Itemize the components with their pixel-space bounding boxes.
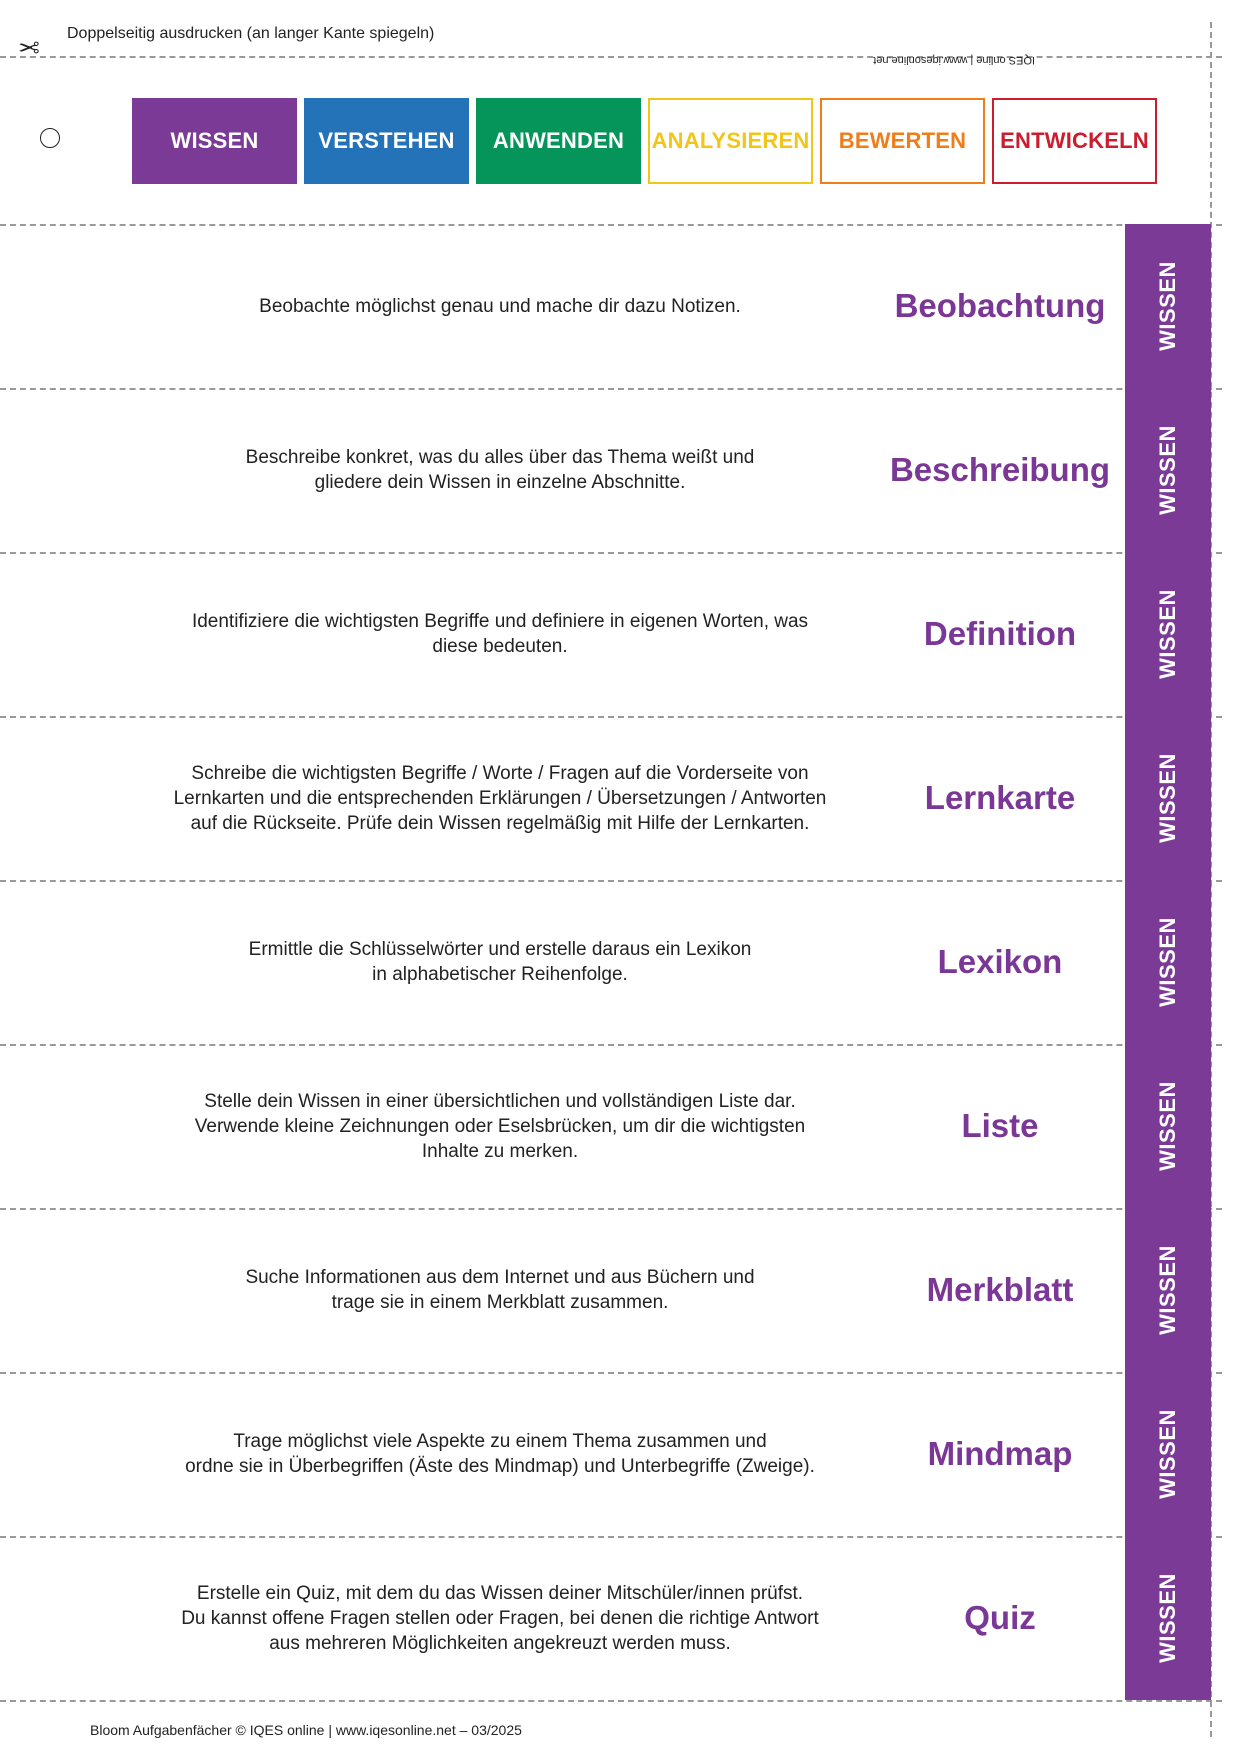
category-tab-verstehen: VERSTEHEN xyxy=(304,98,469,184)
card-row xyxy=(0,1044,1220,1208)
card-category-tab xyxy=(1125,552,1211,716)
card-category-label: WISSEN xyxy=(1155,753,1181,843)
card-category-label: WISSEN xyxy=(1155,261,1181,351)
card-title: Lernkarte xyxy=(924,779,1076,816)
card-title: Beobachtung xyxy=(894,287,1106,324)
card-title: Mindmap xyxy=(927,1435,1073,1472)
card-title: Quiz xyxy=(964,1599,1036,1636)
footer-text: Bloom Aufgabenfächer © IQES online | www.iqesonline.net – 03/2025 xyxy=(90,1722,522,1738)
cut-line-top xyxy=(0,56,1222,58)
card-description: Suche Informationen aus dem Internet und aus Büchern und trage sie in einem Merkblatt zusammen. xyxy=(245,1267,755,1313)
card-title: Beschreibung xyxy=(889,451,1111,488)
card-description: Beobachte möglichst genau und mache dir dazu Notizen. xyxy=(259,295,741,317)
card-category-tab xyxy=(1125,224,1211,388)
card-row xyxy=(0,224,1220,388)
card-category-label: WISSEN xyxy=(1155,589,1181,679)
card-description: Erstelle ein Quiz, mit dem du das Wissen deiner Mitschüler/innen prüfst. Du kannst offene Fragen stellen oder Fragen, bei denen die richtige Antwort aus mehreren Möglichkeiten angekreuzt werden muss. xyxy=(181,1582,819,1654)
category-tab-anwenden: ANWENDEN xyxy=(476,98,641,184)
card-title: Merkblatt xyxy=(926,1271,1074,1308)
scissors-icon: ✂ xyxy=(18,32,40,62)
card-category-tab xyxy=(1125,1044,1211,1208)
card-category-tab xyxy=(1125,1208,1211,1372)
card-category-tab xyxy=(1125,880,1211,1044)
card-row xyxy=(0,880,1220,1044)
card-description: Stelle dein Wissen in einer übersichtlichen und vollständigen Liste dar. Verwende kleine Zeichnungen oder Eselsbrücken, um dir die wichtigsten Inhalte zu merken. xyxy=(194,1090,806,1162)
card-category-tab xyxy=(1125,1536,1211,1700)
card-category-label: WISSEN xyxy=(1155,1245,1181,1335)
cut-line xyxy=(0,1700,1222,1702)
card-description: Beschreibe konkret, was du alles über das Thema weißt und gliedere dein Wissen in einzelne Abschnitte. xyxy=(245,447,755,493)
card-description: Trage möglichst viele Aspekte zu einem Thema zusammen und ordne sie in Überbegriffen (Äste des Mindmap) und Unterbegriffe (Zweige). xyxy=(185,1431,815,1477)
card-description: Schreibe die wichtigsten Begriffe / Worte / Fragen auf die Vorderseite von Lernkarten und die entsprechenden Erklärungen / Übersetzungen / Antworten auf die Rückseite. Prüfe dein Wissen regelmäßig mit Hilfe der Lernkarten. xyxy=(173,762,827,834)
punch-hole-icon xyxy=(40,128,60,148)
card-description: Identifiziere die wichtigsten Begriffe und definiere in eigenen Worten, was diese bedeuten. xyxy=(191,611,809,657)
print-instruction: Doppelseitig ausdrucken (an langer Kante spiegeln) xyxy=(67,25,435,42)
card-title: Liste xyxy=(961,1107,1039,1144)
card-category-label: WISSEN xyxy=(1155,1409,1181,1499)
card-row xyxy=(0,1372,1220,1536)
card-category-label: WISSEN xyxy=(1155,1081,1181,1171)
card-row xyxy=(0,1536,1220,1700)
card-category-tab xyxy=(1125,716,1211,880)
card-row xyxy=(0,716,1220,880)
card-row xyxy=(0,388,1220,552)
card-category-tab xyxy=(1125,388,1211,552)
card-category-label: WISSEN xyxy=(1155,425,1181,515)
category-tab-entwickeln: ENTWICKELN xyxy=(992,98,1157,184)
card-row xyxy=(0,1208,1220,1372)
mirrored-url-text: IQES online | www.iqesonline.net xyxy=(873,54,1035,66)
category-tab-analysieren: ANALYSIEREN xyxy=(648,98,813,184)
card-category-label: WISSEN xyxy=(1155,1573,1181,1663)
category-tab-wissen: WISSEN xyxy=(132,98,297,184)
card-category-tab xyxy=(1125,1372,1211,1536)
card-row xyxy=(0,552,1220,716)
category-tab-bewerten: BEWERTEN xyxy=(820,98,985,184)
card-description: Ermittle die Schlüsselwörter und erstelle daraus ein Lexikon in alphabetischer Reihenfolge. xyxy=(248,939,752,985)
card-title: Lexikon xyxy=(937,943,1063,980)
card-title: Definition xyxy=(923,615,1077,652)
card-category-label: WISSEN xyxy=(1155,917,1181,1007)
